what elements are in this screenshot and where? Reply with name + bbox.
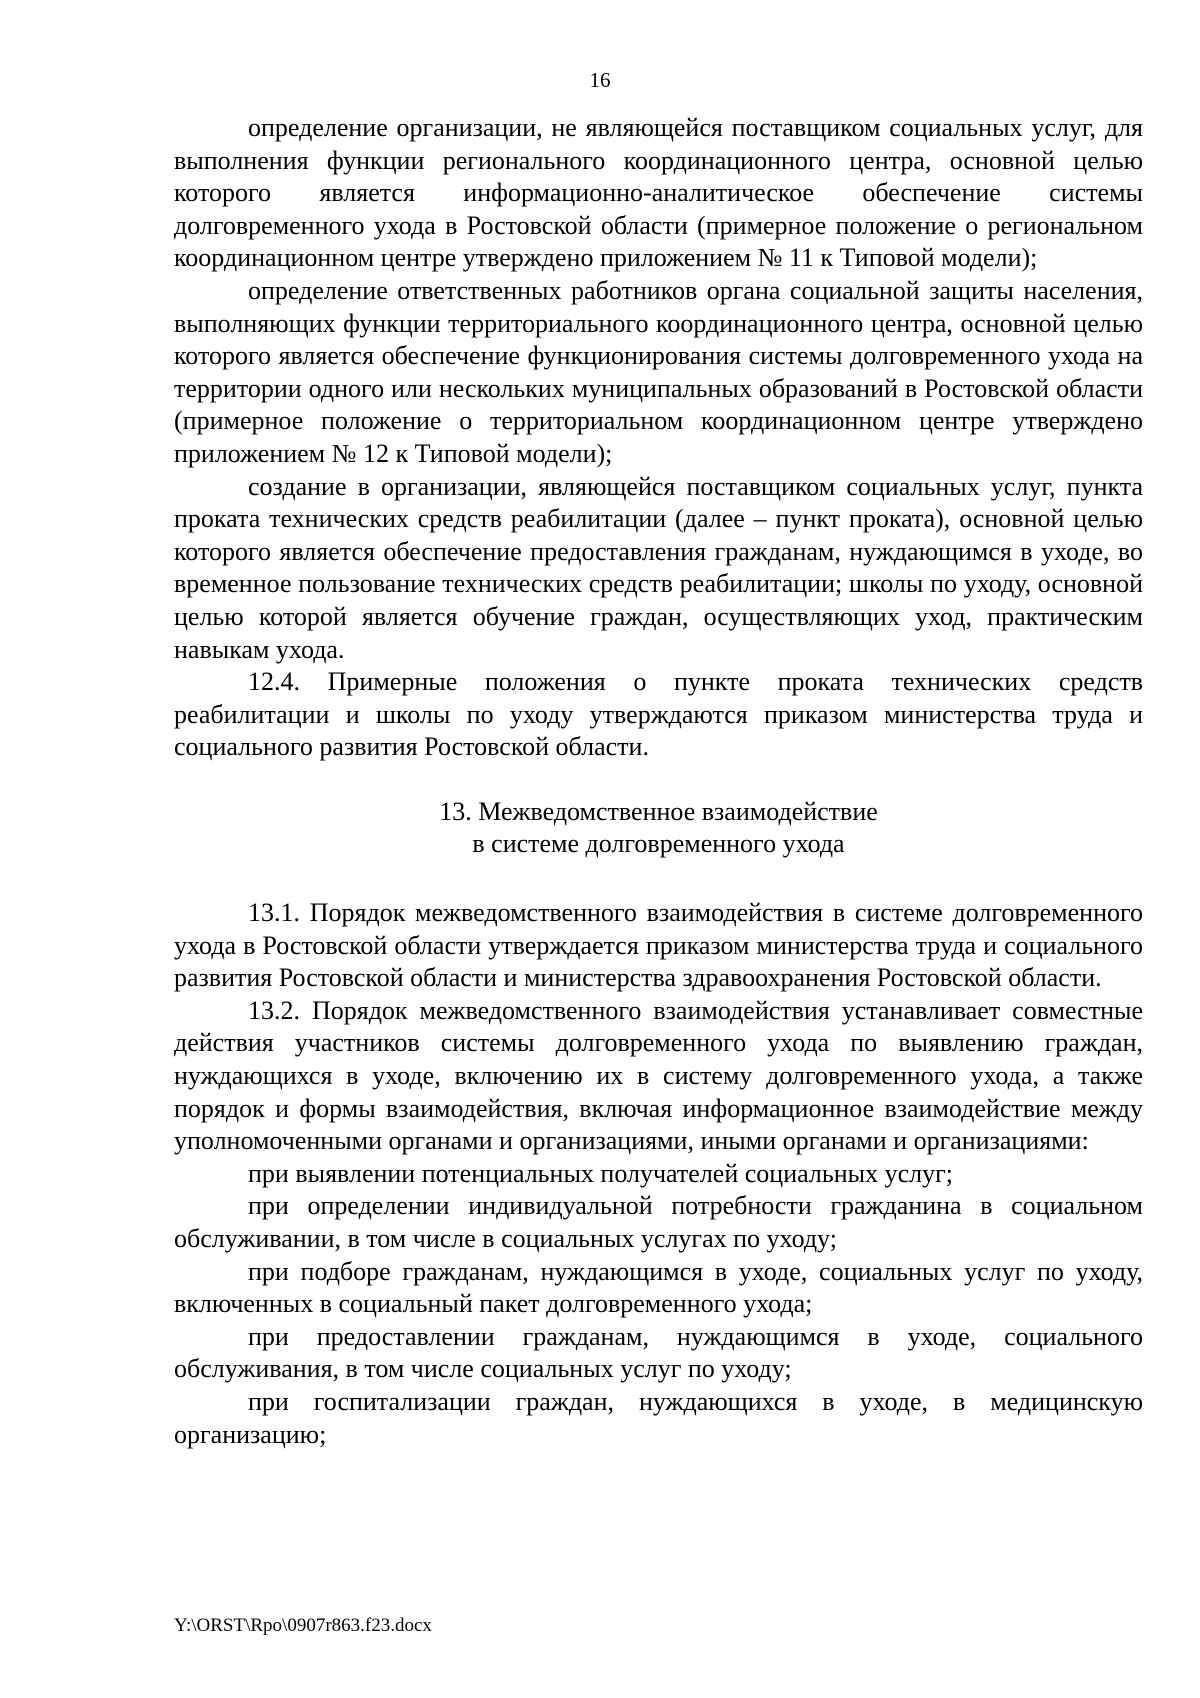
section-heading-line: в системе долговременного ухода <box>472 829 845 859</box>
list-item: при подборе гражданам, нуждающимся в уходе, социальных услуг по уходу, включенных в социальный пакет долговременного ухода; <box>174 1256 1143 1319</box>
section-heading-line: 13. Межведомственное взаимодействие <box>439 796 878 826</box>
page-number: 16 <box>589 68 611 92</box>
list-item: при выявлении потенциальных получателей социальных услуг; <box>248 1158 953 1188</box>
paragraph: создание в организации, являющейся поставщиком социальных услуг, пункта проката технических средств реабилитации (далее – пункт проката), основной целью которого является обеспечение предоставления гражданам, нуждающимся в уходе, во временное пользование технических средств реабилитации; школы по уходу, основной целью которой является обучение граждан, осуществляющих уход, практическим навыкам ухода. <box>174 471 1143 664</box>
list-item: при предоставлении гражданам, нуждающимся в уходе, социального обслуживания, в том числе социальных услуг по уходу; <box>174 1321 1143 1384</box>
section-heading <box>174 796 1143 861</box>
footer-file-path: Y:\ORST\Rpo\0907r863.f23.docx <box>174 1615 432 1636</box>
paragraph: 12.4. Примерные положения о пункте проката технических средств реабилитации и школы по уходу утверждаются приказом министерства труда и социального развития Ростовской области. <box>174 667 1143 762</box>
paragraph: определение ответственных работников органа социальной защиты населения, выполняющих функции территориального координационного центра, основной целью которого является обеспечение функционирования системы долговременного ухода на территории одного или нескольких муниципальных образований в Ростовской области (примерное положение о территориальном координационном центре утверждено приложением № 12 к Типовой модели); <box>174 275 1143 468</box>
list-item: при госпитализации граждан, нуждающихся в уходе, в медицинскую организацию; <box>174 1386 1143 1449</box>
paragraph: 13.1. Порядок межведомственного взаимодействия в системе долговременного ухода в Ростовской области утверждается приказом министерства труда и социального развития Ростовской области и министерства здравоохранения Ростовской области. <box>174 898 1143 993</box>
document-body <box>174 112 1143 1451</box>
list-item: при определении индивидуальной потребности гражданина в социальном обслуживании, в том числе в социальных услугах по уходу; <box>174 1191 1143 1253</box>
paragraph: определение организации, не являющейся поставщиком социальных услуг, для выполнения функции регионального координационного центра, основной целью которого является информационно-аналитическое обеспечение системы долговременного ухода в Ростовской области (примерное положение о региональном координационном центре утверждено приложением № 11 к Типовой модели); <box>174 113 1143 273</box>
paragraph: 13.2. Порядок межведомственного взаимодействия устанавливает совместные действия участников системы долговременного ухода по выявлению граждан, нуждающихся в уходе, включению их в систему долговременного ухода, а также порядок и формы взаимодействия, включая информационное взаимодействие между уполномоченными органами и организациями, иными органами и организациями: <box>174 995 1143 1156</box>
